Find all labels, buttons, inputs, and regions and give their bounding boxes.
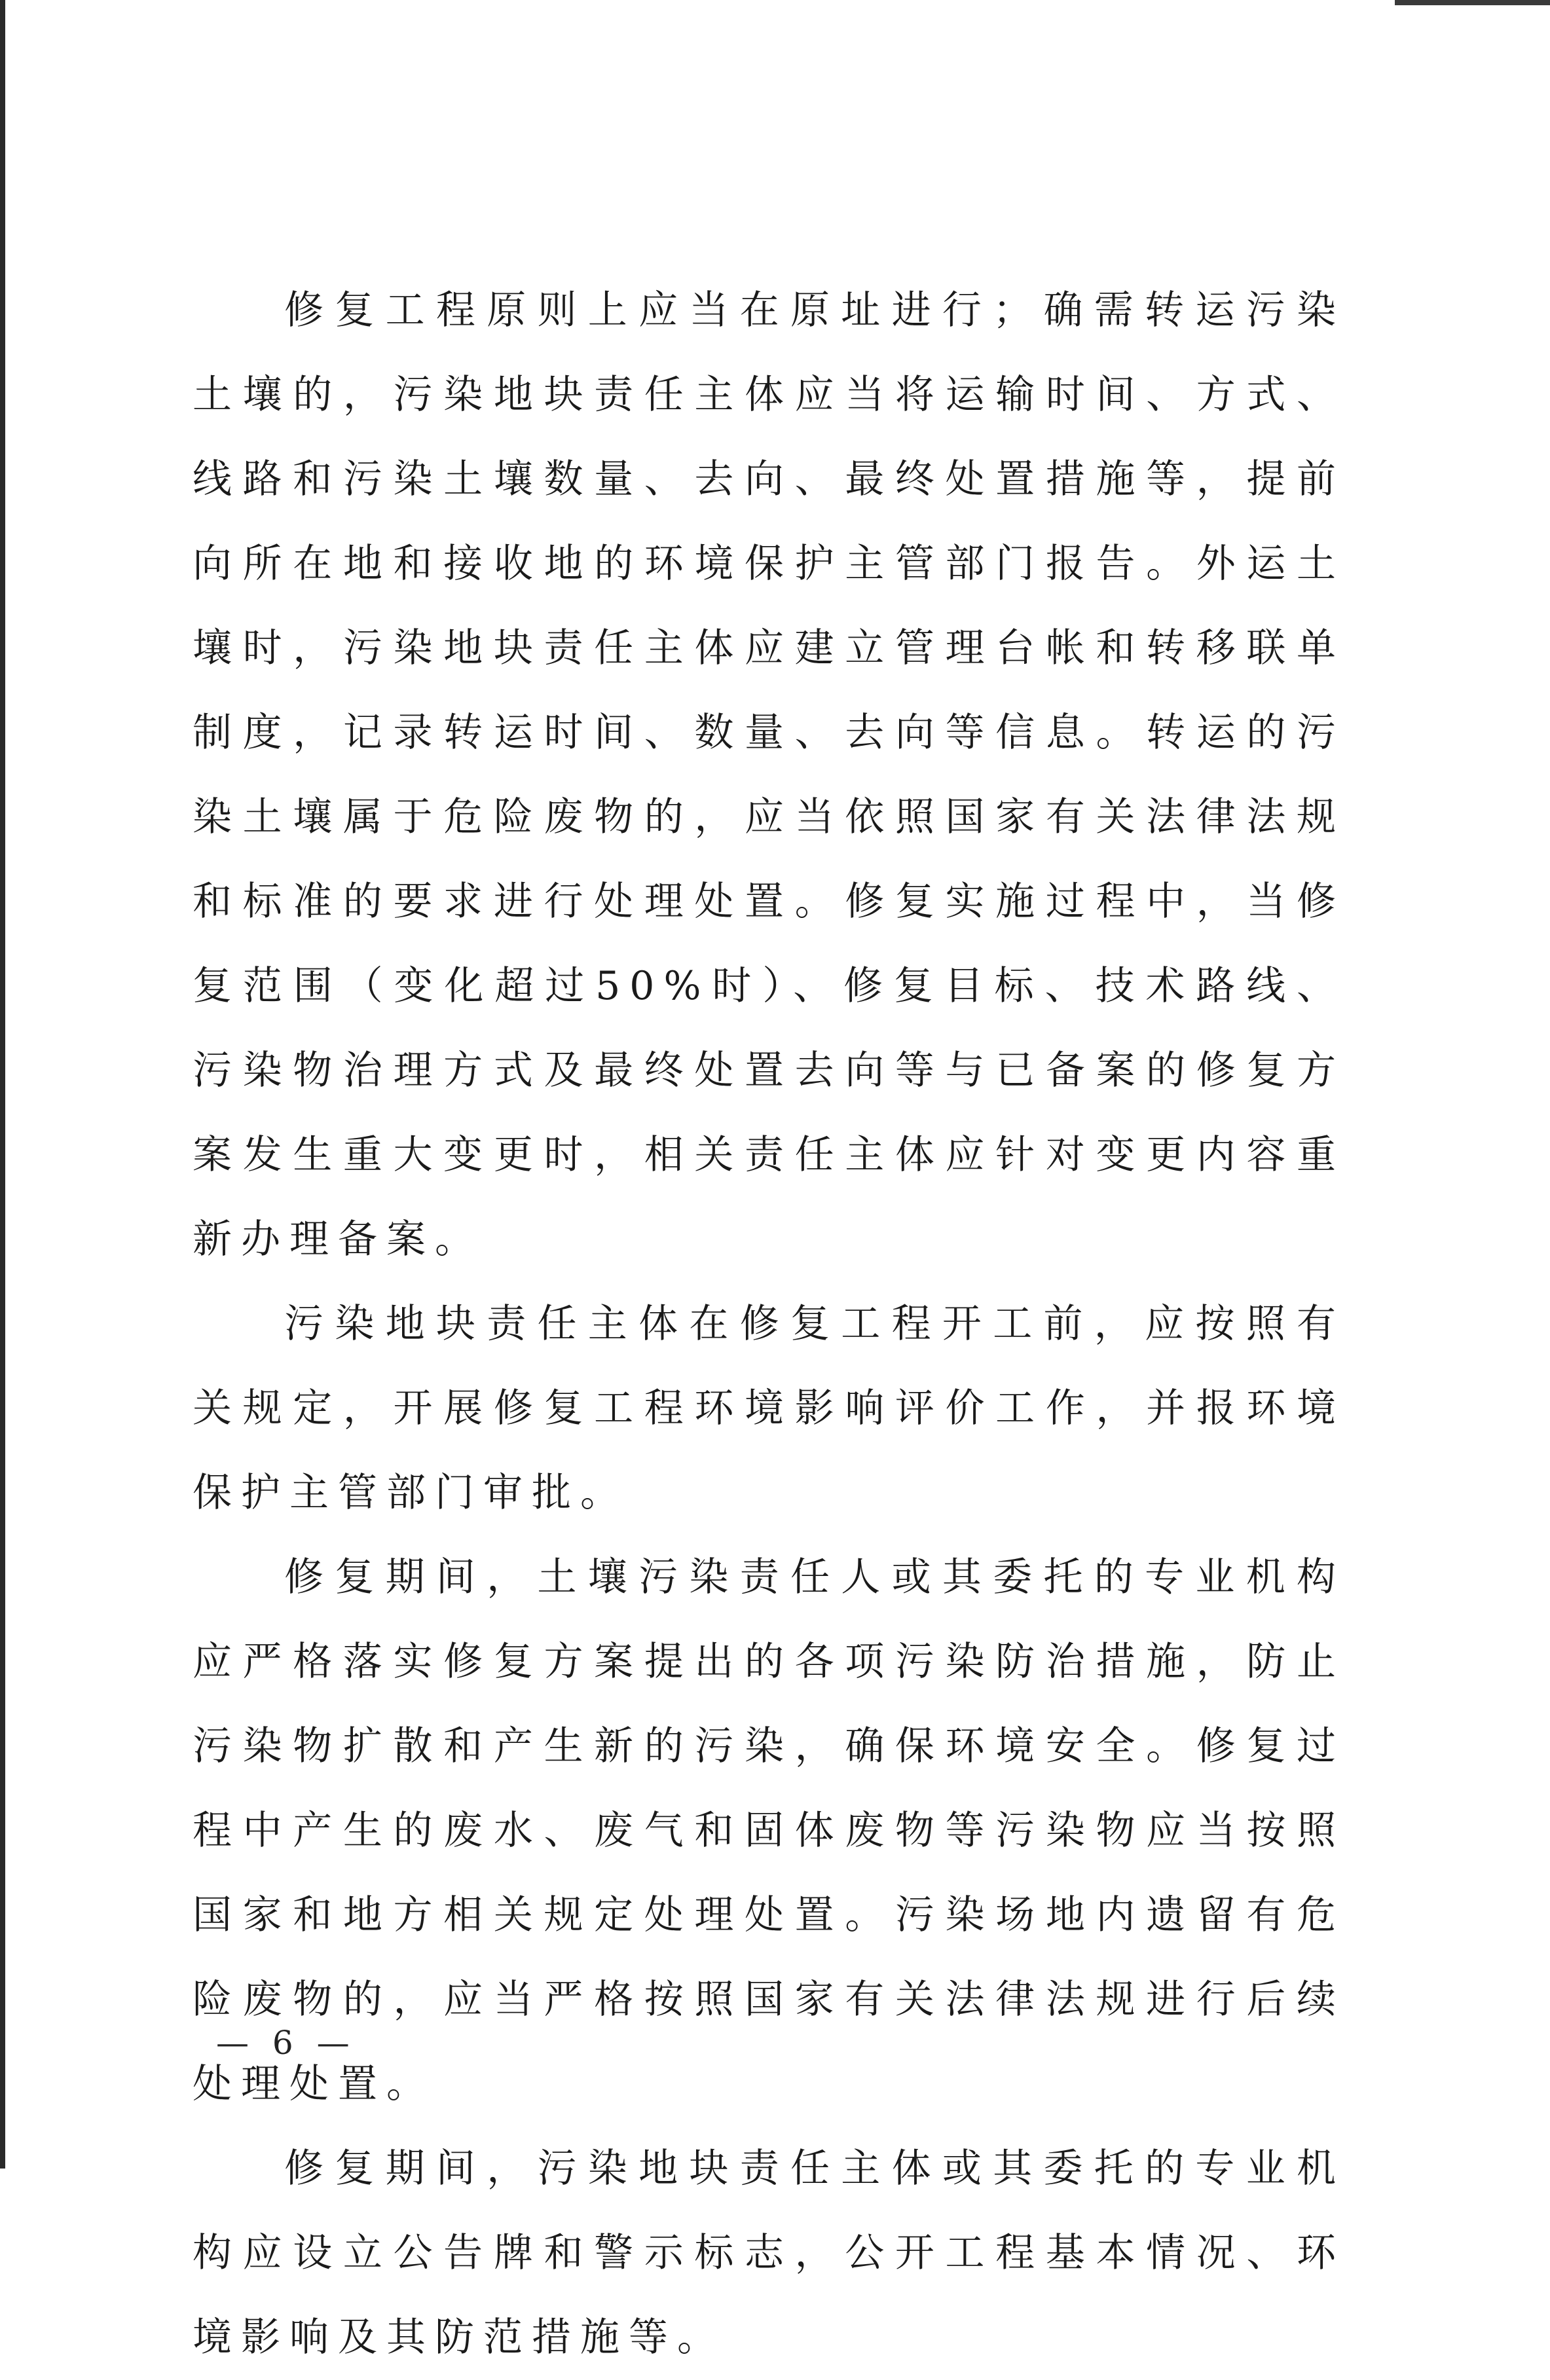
paragraph-pollution-prevention: 修复期间，土壤污染责任人或其委托的专业机构应严格落实修复方案提出的各项污染防治措施，防止污染物扩散和产生新的污染，确保环境安全。修复过程中产生的废水、废气和固体废物等污染物应当按照国家和地方相关规定处理处置。污染场地内遗留有危险废物的，应当严格按照国家有关法律法规进行后续处理处置。	[193, 1554, 1345, 2107]
document-body	[193, 268, 1345, 2380]
paragraph-public-notice: 修复期间，污染地块责任主体或其委托的专业机构应设立公告牌和警示标志，公开工程基本情况、环境影响及其防范措施等。	[193, 2146, 1345, 2360]
paragraph-remediation-transport: 修复工程原则上应当在原址进行；确需转运污染土壤的，污染地块责任主体应当将运输时间、方式、线路和污染土壤数量、去向、最终处置措施等，提前向所在地和接收地的环境保护主管部门报告。外运土壤时，污染地块责任主体应建立管理台帐和转移联单制度，记录转运时间、数量、去向等信息。转运的污染土壤属于危险废物的，应当依照国家有关法律法规和标准的要求进行处理处置。修复实施过程中，当修复范围（变化超过50%时）、修复目标、技术路线、污染物治理方式及最终处置去向等与已备案的修复方案发生重大变更时，相关责任主体应针对变更内容重新办理备案。	[193, 287, 1345, 1262]
paragraph-environmental-assessment: 污染地块责任主体在修复工程开工前，应按照有关规定，开展修复工程环境影响评价工作，并报环境保护主管部门审批。	[193, 1301, 1345, 1516]
scan-edge-top	[1395, 0, 1550, 5]
page-number: — 6 —	[216, 2024, 356, 2062]
scan-edge-left	[0, 0, 5, 2169]
